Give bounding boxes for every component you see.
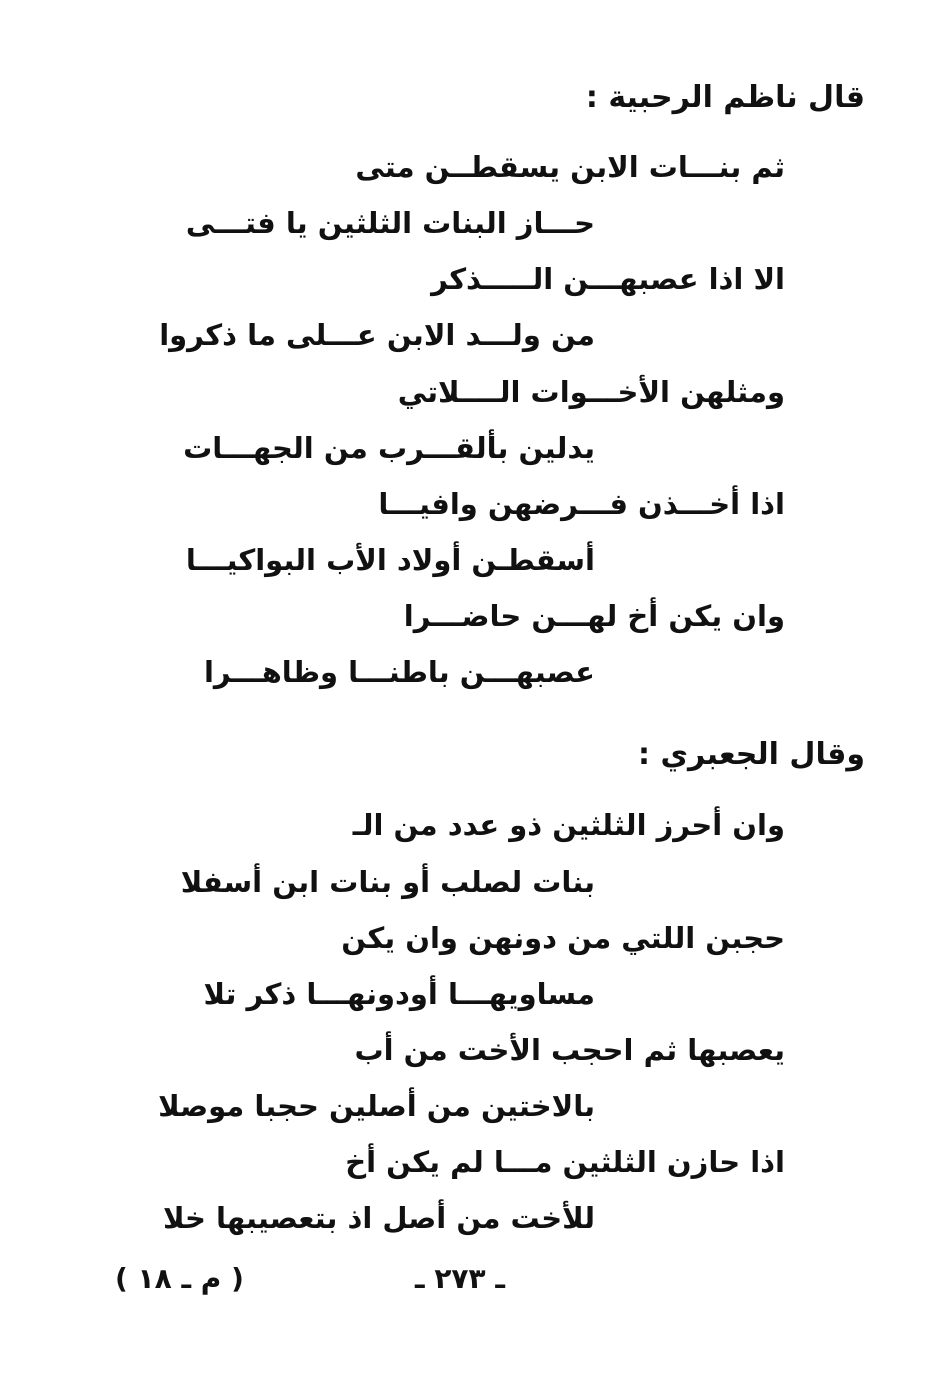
- verse-line: ومثلهن الأخـــوات الــــلاتي: [397, 375, 785, 409]
- verse-line: أسقطـن أولاد الأب البواكيـــا: [185, 543, 595, 577]
- verse-line: بنات لصلب أو بنات ابن أسفلا: [180, 865, 595, 899]
- verse-line: وان أحرز الثلثين ذو عدد من الـ: [352, 808, 785, 842]
- verse-line: مساويهـــا أودونهـــا ذكر تلا: [203, 977, 595, 1011]
- verse-line: عصبهـــن باطنـــا وظاهـــرا: [203, 655, 595, 689]
- printer-signature: ( م ـ ١٨ ): [115, 1262, 244, 1295]
- verse-line: اذا حازن الثلثين مـــا لم يكن أخ: [345, 1145, 785, 1179]
- verse-line: حجبن اللتي من دونهن وان يكن: [341, 921, 785, 955]
- verse-line: ثم بنـــات الابن يسقطــن متى: [355, 150, 785, 184]
- section1-heading: قال ناظم الرحبية :: [585, 80, 865, 115]
- verse-line: حـــاز البنات الثلثين يا فتـــى: [185, 206, 595, 240]
- verse-line: من ولـــد الابن عـــلى ما ذكروا: [159, 318, 595, 352]
- verse-line: يعصبها ثم احجب الأخت من أب: [354, 1033, 785, 1067]
- page-number: ـ ٢٧٣ ـ: [415, 1262, 505, 1295]
- verse-line: اذا أخـــذن فـــرضهن وافيـــا: [378, 487, 785, 521]
- section2-heading: وقال الجعبري :: [638, 737, 865, 772]
- verse-line: بالاختين من أصلين حجبا موصلا: [158, 1089, 595, 1123]
- verse-line: الا اذا عصبهـــن الـــــذكر: [431, 262, 785, 296]
- verse-line: وان يكن أخ لهـــن حاضـــرا: [403, 599, 785, 633]
- verse-line: للأخت من أصل اذ بتعصيبها خلا: [162, 1201, 595, 1235]
- verse-line: يدلين بألقـــرب من الجهـــات: [183, 431, 595, 465]
